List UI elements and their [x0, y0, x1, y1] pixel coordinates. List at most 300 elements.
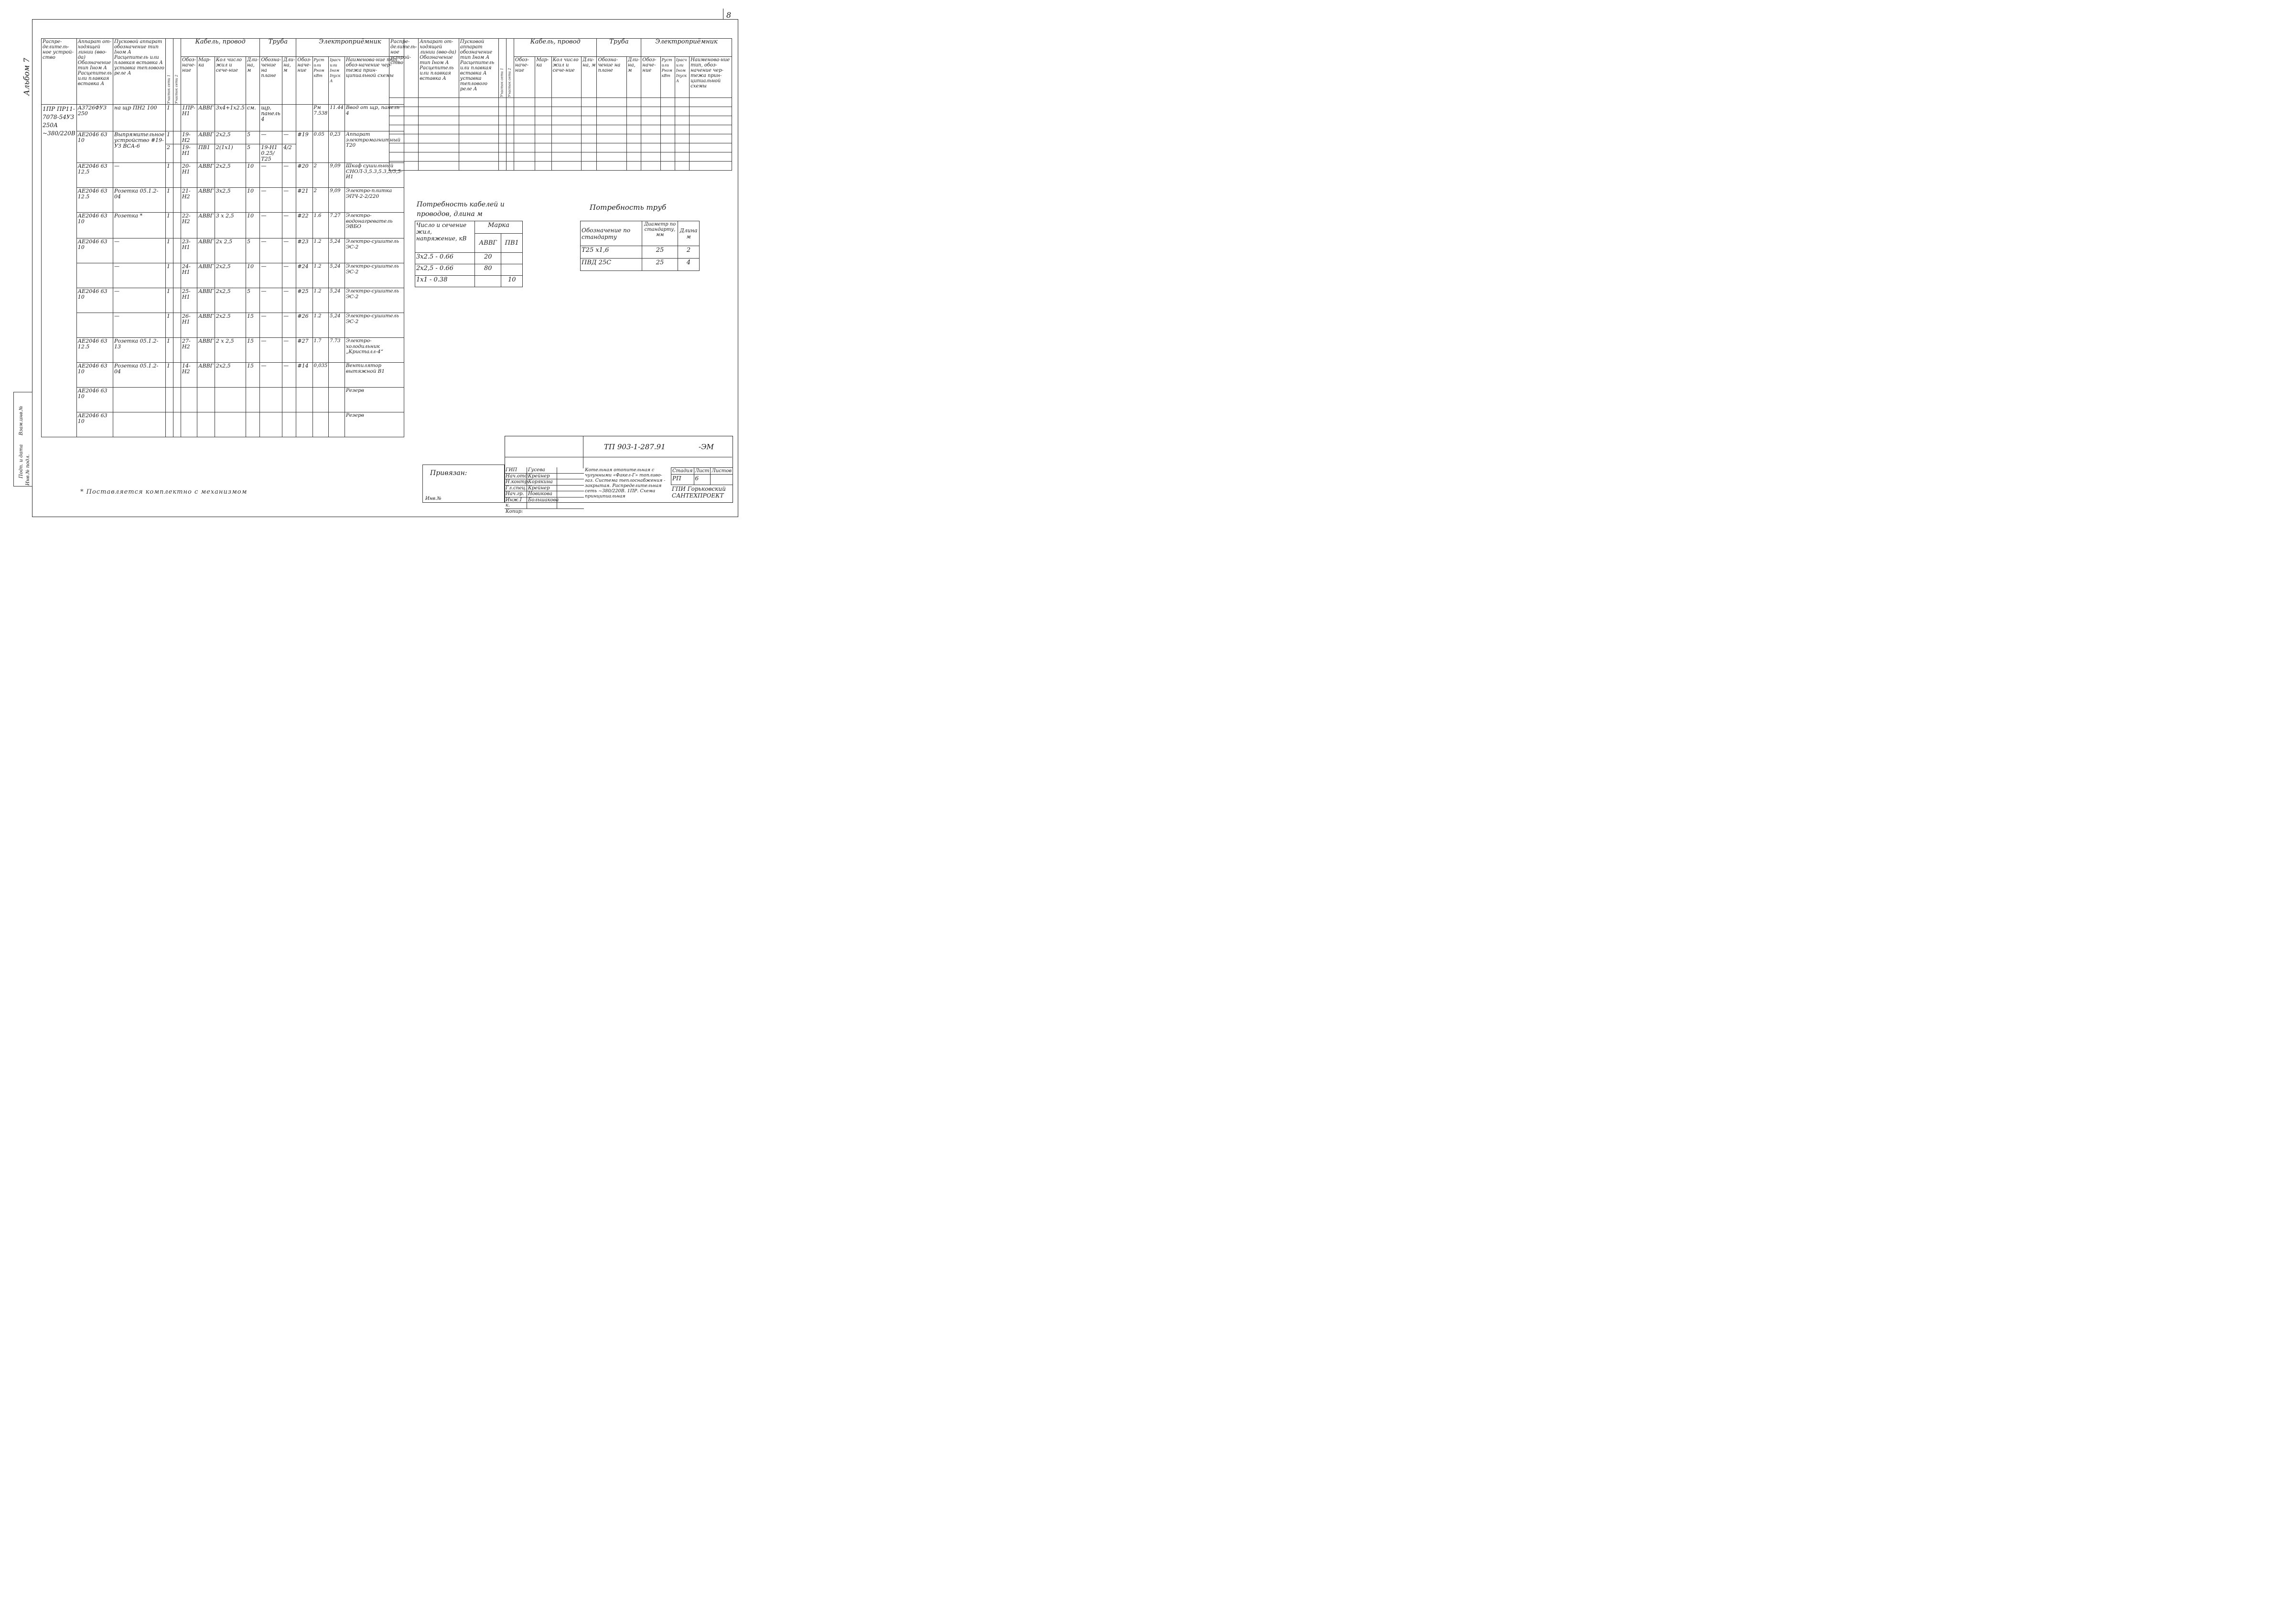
empty-cell — [582, 143, 597, 152]
empty-cell — [498, 134, 506, 143]
pipe-needs-std: ПВД 25С — [581, 259, 642, 271]
empty-cell — [498, 152, 506, 162]
cell-sec — [165, 388, 173, 412]
empty-cell — [626, 134, 641, 143]
stage-table — [671, 467, 733, 485]
empty-cell — [641, 134, 660, 143]
r-hdr-cable-cores: Кол число жил и сече-ние — [551, 57, 582, 98]
cell-name: Вентилятор вытяжной В1 — [345, 363, 404, 388]
empty-cell — [459, 125, 498, 134]
empty-cell — [535, 125, 551, 134]
cell-mark: АВВГ — [197, 263, 215, 288]
r-hdr-cable-group: Кабель, провод — [514, 39, 597, 57]
empty-cell — [660, 116, 675, 125]
role-title: ГИП — [505, 467, 527, 473]
empty-cell — [389, 134, 419, 143]
cell-power: 1.7 — [313, 338, 329, 363]
empty-cell — [419, 143, 459, 152]
empty-cell — [582, 107, 597, 116]
cable-needs-pv1 — [501, 253, 523, 264]
title-left-grid — [505, 436, 583, 468]
empty-cell — [551, 134, 582, 143]
cell-name: Ввод от щр, панель 4 — [345, 105, 404, 131]
table-row — [42, 213, 404, 238]
side-stamp-2: Взам.инв.№ — [19, 406, 24, 435]
r-hdr-cable-length: Дли-на, м — [582, 57, 597, 98]
cell-cores: 2х2,5 — [215, 363, 246, 388]
cell-length: 5 — [246, 288, 260, 313]
cable-needs-col1: Число и сечение жил, напряжение, кВ — [415, 221, 475, 253]
empty-cell — [514, 143, 535, 152]
table-row — [42, 412, 404, 437]
empty-cell — [582, 152, 597, 162]
empty-cell — [498, 125, 506, 134]
hdr-cable-length: Дли-на, м — [246, 57, 260, 105]
cell-pipe_len: — — [282, 288, 296, 313]
cell-cores: 2х2,5 — [215, 163, 246, 188]
cell-name: Электро-сушитель ЭС-2 — [345, 288, 404, 313]
empty-cell — [582, 134, 597, 143]
empty-cell — [514, 162, 535, 171]
cell-length: 5 — [246, 238, 260, 263]
empty-cell — [597, 134, 627, 143]
cell-starter: — — [113, 238, 165, 263]
empty-cell — [641, 107, 660, 116]
empty-cell — [459, 134, 498, 143]
empty-cell — [551, 143, 582, 152]
cell-length: 5 — [246, 131, 260, 144]
cable-needs-col-group: Марка — [475, 221, 523, 234]
empty-cell — [690, 98, 732, 107]
empty-cell — [660, 98, 675, 107]
hdr-pipe-group: Труба — [260, 39, 296, 57]
cell-length: см. — [246, 105, 260, 131]
cell-power: 1.2 — [313, 263, 329, 288]
cable-needs-pv1 — [501, 264, 523, 276]
empty-cell — [459, 143, 498, 152]
cell-sec: 1 — [165, 163, 173, 188]
cell-cable: 26-Н1 — [181, 313, 197, 338]
empty-cell — [690, 152, 732, 162]
cell-cores: 2х2,5 — [215, 288, 246, 313]
cell-mark: АВВГ — [197, 131, 215, 144]
cell-power: 1.2 — [313, 288, 329, 313]
privyazan-label: Привязан: — [430, 469, 467, 477]
cell-current: 7.27 — [329, 213, 345, 238]
cell-starter — [113, 388, 165, 412]
cell-sec: 1 — [165, 188, 173, 213]
empty-cell — [506, 98, 514, 107]
pipe-needs-title: Потребность труб — [590, 203, 667, 212]
cell-power: 0.05 — [313, 131, 329, 163]
cable-needs-col-pv1: ПВ1 — [501, 234, 523, 253]
cell-apparatus: АЕ2046 63 12.5 — [76, 188, 113, 213]
r-hdr-apparatus: Аппарат от-ходящей линии (вво-да) Обозначение тип Iном А Расцепитель или плавкая вставка А — [419, 39, 459, 98]
cell-pipe_len: 4/2 — [282, 144, 296, 163]
empty-cell — [582, 116, 597, 125]
empty-cell — [690, 143, 732, 152]
r-hdr-starter: Пусковой аппарат обозначение тип Iном А Расцепитель или плавкая вставка А уставка теплового реле А — [459, 39, 498, 98]
page-number-box — [723, 9, 738, 20]
side-stamp-1: Подп. и дата — [19, 444, 24, 478]
hdr-distributor: Распре-делитель-ное устрой-ство — [42, 39, 77, 105]
cell-mark: АВВГ — [197, 105, 215, 131]
cell-recv — [296, 388, 313, 412]
cell-mark: АВВГ — [197, 188, 215, 213]
cell-starter: Розетка * — [113, 213, 165, 238]
cell-sec2 — [173, 213, 181, 238]
cell-sec2 — [173, 412, 181, 437]
empty-cell — [626, 116, 641, 125]
empty-row — [389, 125, 732, 134]
cell-apparatus: АЕ2046 63 12,5 — [76, 163, 113, 188]
empty-row — [389, 107, 732, 116]
empty-cell — [389, 152, 419, 162]
cell-recv: #27 — [296, 338, 313, 363]
empty-cell — [551, 152, 582, 162]
hdr-apparatus: Аппарат от-ходящей линии (вво-да) Обозначение тип Iном А Расцепитель или плавкая вставка А — [76, 39, 113, 105]
cell-current: 5,24 — [329, 288, 345, 313]
cell-cable: 25-Н1 — [181, 288, 197, 313]
cell-cable: 22-Н2 — [181, 213, 197, 238]
empty-cell — [675, 152, 689, 162]
table-row — [42, 388, 404, 412]
r-hdr-pipe-length: Дли-на, м — [626, 57, 641, 98]
cell-pipe_len: — — [282, 263, 296, 288]
empty-cell — [514, 125, 535, 134]
pipe-needs-col2: Диаметр по стандарту, мм — [642, 221, 678, 246]
cell-recv: #14 — [296, 363, 313, 388]
table-row — [42, 363, 404, 388]
empty-cell — [506, 134, 514, 143]
page-number: 8 — [726, 11, 732, 20]
empty-cell — [498, 116, 506, 125]
empty-cell — [641, 98, 660, 107]
pipe-needs-row — [581, 246, 700, 259]
empty-cell — [551, 98, 582, 107]
empty-cell — [660, 107, 675, 116]
empty-cell — [597, 143, 627, 152]
cell-recv: #22 — [296, 213, 313, 238]
role-row — [505, 491, 584, 497]
hdr-net-section-2: Участок сети 2 — [173, 39, 181, 105]
cell-sec2 — [173, 238, 181, 263]
empty-cell — [626, 152, 641, 162]
cell-cable: 1ПР-Н1 — [181, 105, 197, 131]
hdr-recv-power: Руст или Рном кВт — [313, 57, 329, 105]
cell-cable: 21-Н2 — [181, 188, 197, 213]
empty-row — [389, 98, 732, 107]
cell-recv: #25 — [296, 288, 313, 313]
empty-cell — [597, 116, 627, 125]
pipe-needs-len: 2 — [678, 246, 700, 259]
empty-cell — [660, 152, 675, 162]
roles-list — [505, 467, 584, 514]
cell-apparatus: А3726ФУ3 250 — [76, 105, 113, 131]
distributor-cell: 1ПР ПР11-7078-54У3 250А ~380/220В — [42, 105, 77, 437]
r-hdr-recv-power: Руст или Рном кВт — [660, 57, 675, 98]
cell-pipe_len: — — [282, 313, 296, 338]
cell-sec2 — [173, 338, 181, 363]
empty-cell — [597, 107, 627, 116]
cable-needs-pv1: 10 — [501, 276, 523, 287]
empty-row — [389, 134, 732, 143]
hdr-net-section-1: Участок сети 1 — [165, 39, 173, 105]
cell-sec: 1 — [165, 288, 173, 313]
pipe-needs-col1: Обозначение по стандарту — [581, 221, 642, 246]
empty-cell — [498, 98, 506, 107]
cell-sec2 — [173, 363, 181, 388]
empty-cell — [419, 134, 459, 143]
cell-apparatus: АЕ2046 63 10 — [76, 412, 113, 437]
cell-pipe: — — [260, 288, 282, 313]
empty-cell — [597, 125, 627, 134]
cell-pipe_len — [282, 388, 296, 412]
empty-cell — [389, 125, 419, 134]
cell-power — [313, 412, 329, 437]
cell-sec2 — [173, 163, 181, 188]
empty-cell — [626, 107, 641, 116]
role-name: Гусева — [527, 467, 557, 473]
cell-mark: АВВГ — [197, 238, 215, 263]
empty-cell — [498, 143, 506, 152]
cell-pipe_len: — — [282, 213, 296, 238]
cell-sec2 — [173, 388, 181, 412]
empty-cell — [419, 152, 459, 162]
empty-cell — [675, 162, 689, 171]
cell-pipe: 19-Н1 0.25/Т25 — [260, 144, 282, 163]
empty-cell — [551, 125, 582, 134]
empty-cell — [514, 98, 535, 107]
hdr-pipe-length: Дли-на, м — [282, 57, 296, 105]
empty-cell — [641, 116, 660, 125]
empty-cell — [419, 107, 459, 116]
cell-mark: АВВГ — [197, 213, 215, 238]
table-row — [42, 131, 404, 144]
cell-power: 0,035 — [313, 363, 329, 388]
r-hdr-net-section-2: Участок сети 2 — [506, 39, 514, 98]
cell-starter: — — [113, 288, 165, 313]
cell-current: 0,23 — [329, 131, 345, 163]
cell-pipe: — — [260, 188, 282, 213]
cell-sec2 — [173, 105, 181, 131]
cell-name: Резерв — [345, 412, 404, 437]
cell-cores: 2х 2,5 — [215, 238, 246, 263]
empty-cell — [597, 162, 627, 171]
cell-pipe: — — [260, 338, 282, 363]
cell-pipe_len: — — [282, 238, 296, 263]
cell-cable: 20-Н1 — [181, 163, 197, 188]
hdr-starter: Пусковой аппарат обозначение тип Iном А Расцепитель или плавкая вставка А уставка теплового реле А — [113, 39, 165, 105]
r-hdr-receiver-group: Электроприёмник — [641, 39, 732, 57]
r-hdr-net-section-1: Участок сети 1 — [498, 39, 506, 98]
cell-starter: — — [113, 313, 165, 338]
empty-cell — [514, 116, 535, 125]
role-title: Нач.гр. — [505, 491, 527, 497]
pipe-needs-std: Т25 х1,6 — [581, 246, 642, 259]
cell-pipe: — — [260, 131, 282, 144]
cell-power: 1.2 — [313, 238, 329, 263]
r-hdr-recv-name: Наименова-ние тип, обоз-начение чер-тежа прин-ципиальной схемы — [690, 57, 732, 98]
hdr-recv-designation: Обоз-наче-ние — [296, 57, 313, 105]
cell-name: Электро-плитка ЭПЧ-2-2/220 — [345, 188, 404, 213]
empty-cell — [660, 162, 675, 171]
r-hdr-distributor: Распре-делитель-ное устрой-ство — [389, 39, 419, 98]
cell-name: Аппарат электромагнитный Т20 — [345, 131, 404, 163]
empty-cell — [514, 152, 535, 162]
cell-cable: 19-Н2 — [181, 131, 197, 144]
cell-recv: #23 — [296, 238, 313, 263]
empty-cell — [660, 134, 675, 143]
cell-current: 7.73 — [329, 338, 345, 363]
left-circuit-table — [41, 38, 404, 437]
sheet-value: 6 — [694, 475, 711, 485]
cell-power: 2 — [313, 188, 329, 213]
cell-starter: на щр ПН2 100 — [113, 105, 165, 131]
role-signature — [557, 474, 584, 479]
cell-pipe_len: — — [282, 338, 296, 363]
role-row — [505, 467, 584, 474]
cell-pipe_len — [282, 105, 296, 131]
stage-value: РП — [671, 475, 694, 485]
cell-current: 11.44 — [329, 105, 345, 131]
cell-cable: 24-Н1 — [181, 263, 197, 288]
empty-cell — [535, 143, 551, 152]
role-row — [505, 486, 584, 492]
cable-needs-avvg: 80 — [475, 264, 501, 276]
pipe-needs-dia: 25 — [642, 246, 678, 259]
hdr-recv-current: Iрасч или Iном Iпуск А — [329, 57, 345, 105]
cell-pipe: — — [260, 313, 282, 338]
cable-needs-col-avvg: АВВГ — [475, 234, 501, 253]
cell-pipe: — — [260, 238, 282, 263]
empty-row — [389, 162, 732, 171]
stage-label: Стадия — [671, 468, 694, 475]
empty-cell — [626, 98, 641, 107]
empty-cell — [675, 98, 689, 107]
side-stamp-3: Инв.№ подл. — [25, 454, 31, 486]
empty-cell — [582, 162, 597, 171]
cell-pipe — [260, 412, 282, 437]
cell-current: 5,24 — [329, 313, 345, 338]
empty-cell — [641, 143, 660, 152]
cable-needs-spec: 2х2,5 - 0.66 — [415, 264, 475, 276]
pipe-needs-row — [581, 259, 700, 271]
side-stamp — [13, 392, 32, 486]
empty-cell — [551, 107, 582, 116]
empty-cell — [419, 162, 459, 171]
cable-needs-spec: 1х1 - 0.38 — [415, 276, 475, 287]
empty-cell — [675, 107, 689, 116]
role-name: Большакова — [527, 497, 557, 508]
cell-sec2 — [173, 263, 181, 288]
empty-cell — [675, 134, 689, 143]
cell-pipe: щр, панель 4 — [260, 105, 282, 131]
cell-sec — [165, 412, 173, 437]
cell-length — [246, 412, 260, 437]
empty-cell — [506, 125, 514, 134]
empty-cell — [389, 162, 419, 171]
cell-apparatus: АЕ2046 63 10 — [76, 288, 113, 313]
cable-needs-row — [415, 253, 523, 264]
empty-row — [389, 152, 732, 162]
role-name: Крейнер — [527, 474, 557, 479]
r-hdr-cable-designation: Обоз-наче-ние — [514, 57, 535, 98]
hdr-pipe-designation: Обозна-чение на плане — [260, 57, 282, 105]
cell-length: 15 — [246, 338, 260, 363]
cell-mark: АВВГ — [197, 363, 215, 388]
empty-cell — [389, 98, 419, 107]
empty-cell — [535, 152, 551, 162]
cell-cores — [215, 412, 246, 437]
role-title: Инж.I к. — [505, 497, 527, 508]
cell-cores: 2х2.5 — [215, 313, 246, 338]
empty-cell — [660, 143, 675, 152]
cell-power: 2 — [313, 163, 329, 188]
table-row — [42, 163, 404, 188]
hdr-cable-cores: Кол число жил и сече-ние — [215, 57, 246, 105]
hdr-cable-designation: Обоз-наче-ние — [181, 57, 197, 105]
empty-cell — [389, 116, 419, 125]
footnote: * Поставляется комплектно с механизмом — [80, 488, 248, 496]
cell-length: 10 — [246, 188, 260, 213]
hdr-cable-mark: Мар-ка — [197, 57, 215, 105]
cell-mark: ПВ1 — [197, 144, 215, 163]
empty-cell — [626, 143, 641, 152]
cell-current: 9,09 — [329, 188, 345, 213]
role-name: Крейнер — [527, 486, 557, 491]
empty-cell — [641, 125, 660, 134]
table-row — [42, 288, 404, 313]
cell-recv: #21 — [296, 188, 313, 213]
empty-cell — [506, 152, 514, 162]
empty-cell — [535, 98, 551, 107]
cell-name: Электро-сушитель ЭС-2 — [345, 263, 404, 288]
cell-cores: 2 х 2,5 — [215, 338, 246, 363]
empty-cell — [506, 143, 514, 152]
cell-length: 15 — [246, 313, 260, 338]
sheet-label: Лист — [694, 468, 711, 475]
cell-length: 5 — [246, 144, 260, 163]
empty-cell — [582, 98, 597, 107]
pipe-needs-col3: Длина м — [678, 221, 700, 246]
role-title: Н.контр. — [506, 479, 529, 485]
empty-cell — [535, 116, 551, 125]
cell-cores: 2(1х1) — [215, 144, 246, 163]
empty-cell — [551, 116, 582, 125]
empty-cell — [551, 162, 582, 171]
role-signature — [557, 497, 584, 508]
cell-length: 15 — [246, 363, 260, 388]
table-row — [42, 238, 404, 263]
cell-sec: 2 — [165, 144, 173, 163]
empty-cell — [675, 116, 689, 125]
cell-power — [313, 388, 329, 412]
cell-sec: 1 — [165, 105, 173, 131]
cable-needs-avvg: 20 — [475, 253, 501, 264]
role-title: Гл.спец. — [506, 485, 527, 491]
empty-cell — [514, 134, 535, 143]
cell-name: Электро-сушитель ЭС-2 — [345, 313, 404, 338]
role-row — [505, 474, 584, 480]
cell-length: 10 — [246, 163, 260, 188]
empty-cell — [535, 134, 551, 143]
cable-needs-row — [415, 264, 523, 276]
empty-cell — [675, 125, 689, 134]
cell-apparatus: АЕ2046 63 10 — [76, 363, 113, 388]
r-hdr-recv-current: Iрасч или Iном Iпуск А — [675, 57, 689, 98]
empty-row — [389, 116, 732, 125]
